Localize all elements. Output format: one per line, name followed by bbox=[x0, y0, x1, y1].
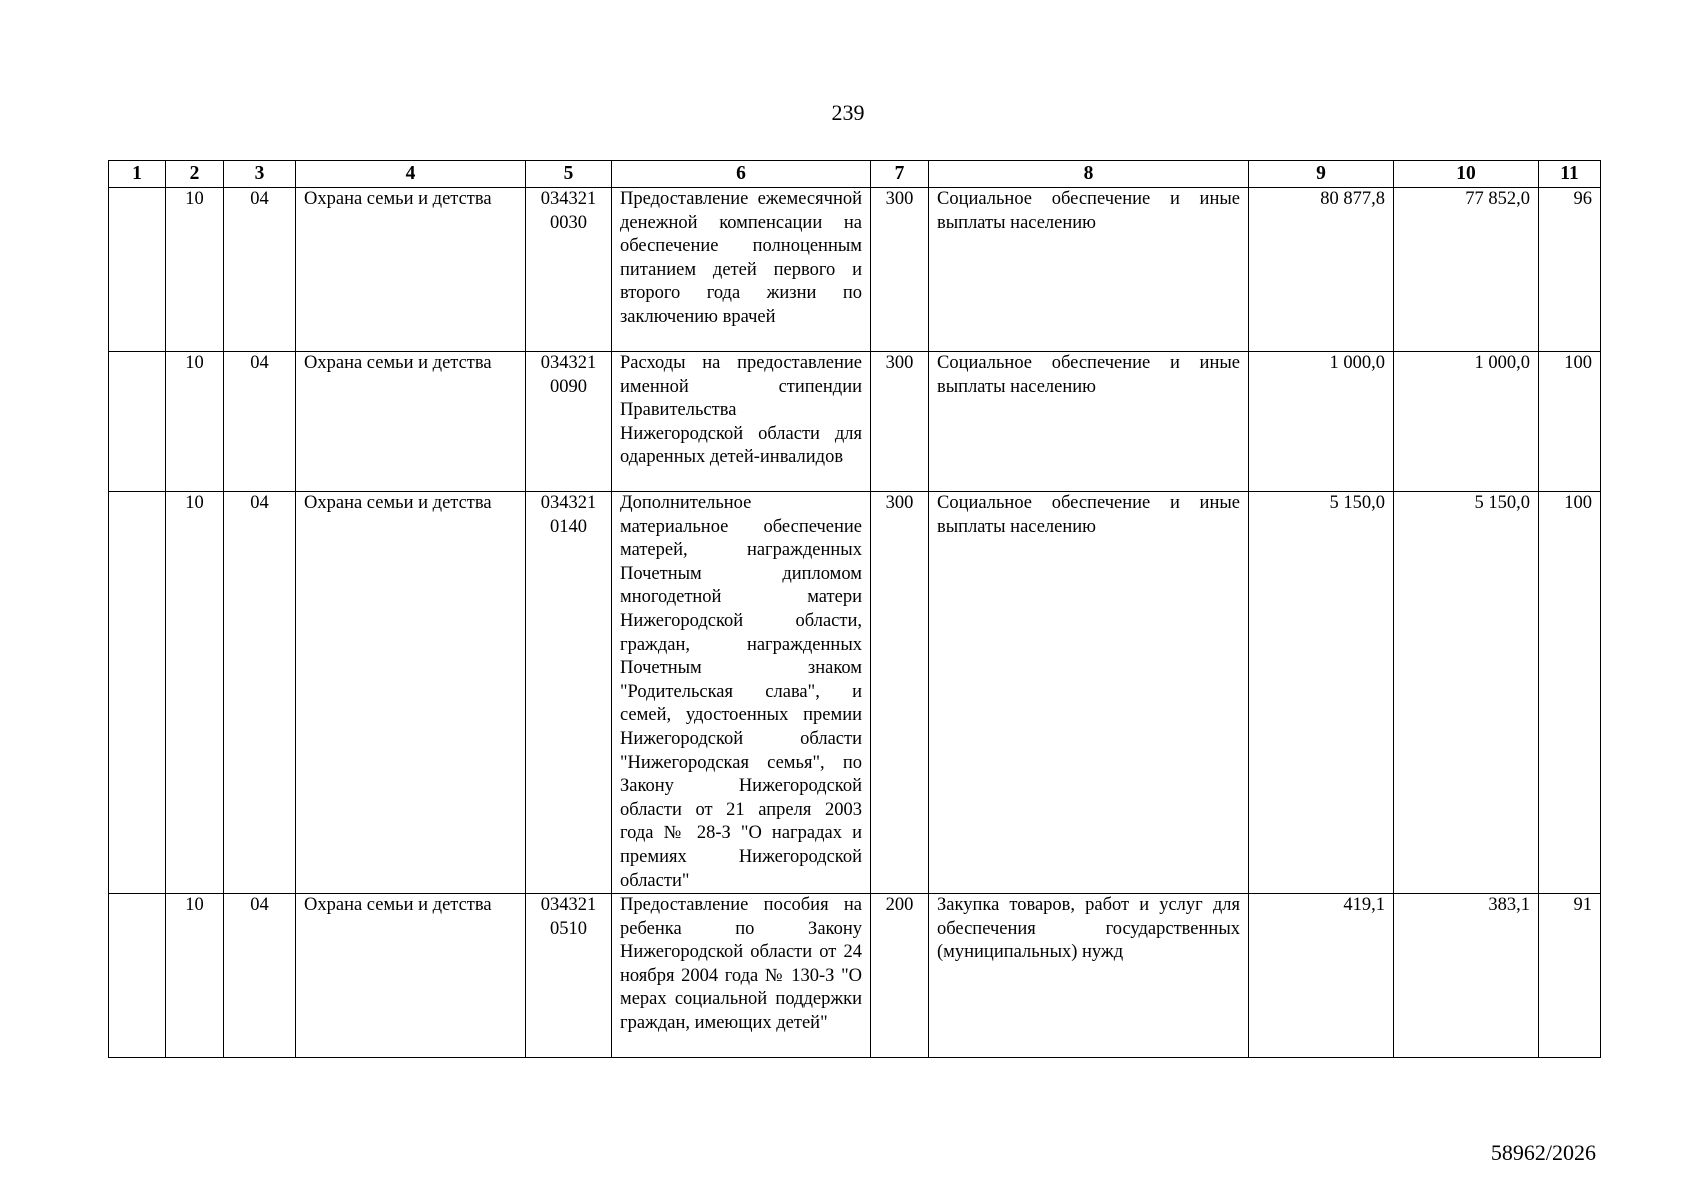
cell-expense-type: 300 bbox=[871, 352, 929, 492]
cell-section: 10 bbox=[166, 188, 224, 352]
col-header-10: 10 bbox=[1394, 161, 1539, 188]
cell-description: Предоставление пособия на ребенка по Закону Нижегородской области от 24 ноября 2004 года № 130-З "О мерах социальной поддержки граждан, имеющих детей" bbox=[612, 894, 871, 1058]
cell-planned: 80 877,8 bbox=[1249, 188, 1394, 352]
cell-expense-type: 200 bbox=[871, 894, 929, 1058]
cell-expense-type: 300 bbox=[871, 188, 929, 352]
col-header-8: 8 bbox=[929, 161, 1249, 188]
cell-target-code: 034321 0090 bbox=[526, 352, 612, 492]
cell-section: 10 bbox=[166, 492, 224, 894]
cell-subsection-name: Охрана семьи и детства bbox=[296, 492, 526, 894]
cell-target-code: 034321 0510 bbox=[526, 894, 612, 1058]
cell-row-number bbox=[109, 352, 166, 492]
col-header-9: 9 bbox=[1249, 161, 1394, 188]
table-row bbox=[109, 188, 1601, 352]
cell-expense-type-name: Закупка товаров, работ и услуг для обеспечения государственных (муниципальных) нужд bbox=[929, 894, 1249, 1058]
cell-row-number bbox=[109, 188, 166, 352]
col-header-3: 3 bbox=[224, 161, 296, 188]
cell-percent: 91 bbox=[1539, 894, 1601, 1058]
cell-section: 10 bbox=[166, 894, 224, 1058]
cell-executed: 383,1 bbox=[1394, 894, 1539, 1058]
cell-percent: 100 bbox=[1539, 492, 1601, 894]
table-row bbox=[109, 352, 1601, 492]
cell-executed: 77 852,0 bbox=[1394, 188, 1539, 352]
cell-subsection-name: Охрана семьи и детства bbox=[296, 894, 526, 1058]
cell-expense-type: 300 bbox=[871, 492, 929, 894]
col-header-5: 5 bbox=[526, 161, 612, 188]
cell-executed: 5 150,0 bbox=[1394, 492, 1539, 894]
document-number: 58962/2026 bbox=[1490, 1140, 1596, 1165]
col-header-2: 2 bbox=[166, 161, 224, 188]
cell-percent: 100 bbox=[1539, 352, 1601, 492]
cell-description: Расходы на предоставление именной стипендии Правительства Нижегородской области для одаренных детей-инвалидов bbox=[612, 352, 871, 492]
cell-row-number bbox=[109, 492, 166, 894]
cell-expense-type-name: Социальное обеспечение и иные выплаты населению bbox=[929, 188, 1249, 352]
header-row bbox=[109, 161, 1601, 188]
budget-table bbox=[108, 160, 1601, 1058]
cell-subsection-name: Охрана семьи и детства bbox=[296, 352, 526, 492]
cell-subsection: 04 bbox=[224, 352, 296, 492]
col-header-6: 6 bbox=[612, 161, 871, 188]
col-header-4: 4 bbox=[296, 161, 526, 188]
cell-subsection: 04 bbox=[224, 894, 296, 1058]
cell-subsection: 04 bbox=[224, 492, 296, 894]
cell-planned: 5 150,0 bbox=[1249, 492, 1394, 894]
cell-section: 10 bbox=[166, 352, 224, 492]
col-header-1: 1 bbox=[109, 161, 166, 188]
table-row bbox=[109, 894, 1601, 1058]
cell-percent: 96 bbox=[1539, 188, 1601, 352]
cell-target-code: 034321 0140 bbox=[526, 492, 612, 894]
col-header-11: 11 bbox=[1539, 161, 1601, 188]
cell-subsection-name: Охрана семьи и детства bbox=[296, 188, 526, 352]
table-row bbox=[109, 492, 1601, 894]
cell-target-code: 034321 0030 bbox=[526, 188, 612, 352]
page-number: 239 bbox=[831, 100, 865, 125]
cell-expense-type-name: Социальное обеспечение и иные выплаты населению bbox=[929, 352, 1249, 492]
cell-executed: 1 000,0 bbox=[1394, 352, 1539, 492]
cell-description: Дополнительное материальное обеспечение матерей, награжденных Почетным дипломом многодетной матери Нижегородской области, граждан, награжденных Почетным знаком "Родительская слава", и семей, удостоенных премии Нижегородской области "Нижегородская семья", по Закону Нижегородской области от 21 апреля 2003 года № 28-З "О наградах и премиях Нижегородской области" bbox=[612, 492, 871, 894]
cell-planned: 419,1 bbox=[1249, 894, 1394, 1058]
cell-row-number bbox=[109, 894, 166, 1058]
cell-planned: 1 000,0 bbox=[1249, 352, 1394, 492]
cell-expense-type-name: Социальное обеспечение и иные выплаты населению bbox=[929, 492, 1249, 894]
cell-subsection: 04 bbox=[224, 188, 296, 352]
cell-description: Предоставление ежемесячной денежной компенсации на обеспечение полноценным питанием детей первого и второго года жизни по заключению врачей bbox=[612, 188, 871, 352]
col-header-7: 7 bbox=[871, 161, 929, 188]
